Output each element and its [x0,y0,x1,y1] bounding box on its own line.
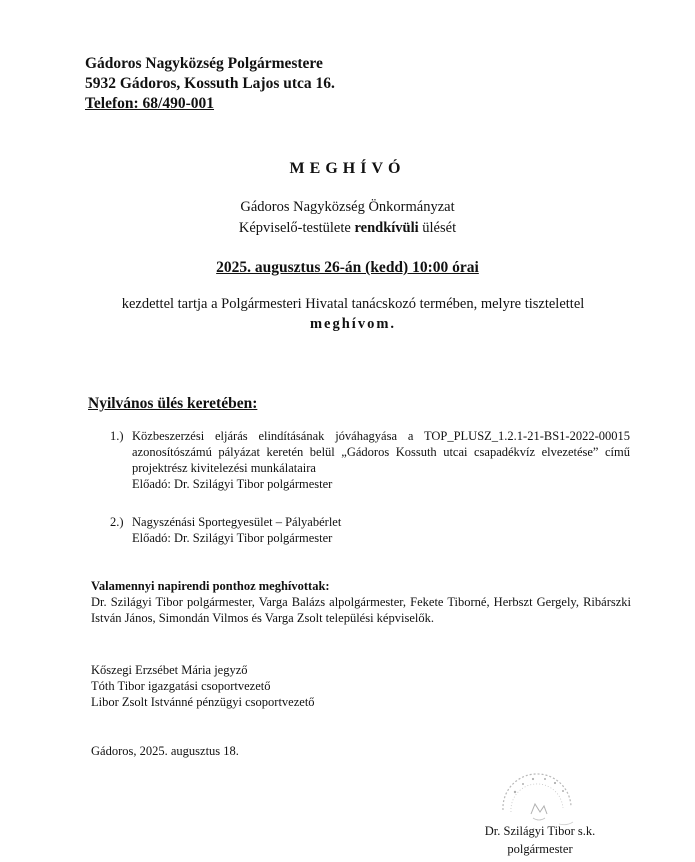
agenda-item-presenter: Előadó: Dr. Szilágyi Tibor polgármester [132,531,333,545]
letterhead [85,54,335,114]
letterhead-phone: Telefon: 68/490-001 [85,95,215,112]
staff-member: Kőszegi Erzsébet Mária jegyző [91,663,248,677]
agenda-item [110,428,630,492]
invited-block [91,578,631,626]
section-heading: Nyilvános ülés keretében: [88,395,258,412]
staff-member: Tóth Tibor igazgatási csoportvezető [91,679,271,693]
agenda-item-text: Nagyszénási Sportegyesület – Pályabérlet [132,515,342,529]
letterhead-address: 5932 Gádoros, Kossuth Lajos utca 16. [85,75,335,92]
invitation-emphasis: meghívom. [309,316,397,332]
intro-line-2 [0,218,695,239]
intro-line-1: Gádoros Nagyközség Önkormányzat [240,199,455,215]
agenda-item-text: Közbeszerzési eljárás elindításának jóváhagyása a TOP_PLUSZ_1.2.1-21-BS1-2022-00015 azonosítószámú pályázat keretén belül „Gádoros Kossuth utcai csapadékvíz elvezetése” című projektrész kivitelezési munkálataira [132,429,630,475]
intro-prefix: Képviselő-testülete [238,220,355,236]
agenda-item [110,514,630,546]
staff-list [91,662,315,710]
agenda-item-presenter: Előadó: Dr. Szilágyi Tibor polgármester [132,477,333,491]
invited-label: Valamennyi napirendi ponthoz meghívottak: [91,579,330,593]
document-title: MEGHÍVÓ [289,160,406,177]
signature-block [460,822,620,858]
agenda-item-number: 2.) [110,515,124,529]
staff-member: Libor Zsolt Istvánné pénzügyi csoportvezető [91,695,315,709]
signer-title: polgármester [507,842,573,856]
meeting-date: 2025. augusztus 26-án (kedd) 10:00 órai [216,259,479,276]
agenda-item-number: 1.) [110,429,124,443]
letterhead-office: Gádoros Nagyközség Polgármestere [85,55,323,72]
intro-bold: rendkívüli [354,220,419,236]
signer-name: Dr. Szilágyi Tibor s.k. [484,824,596,838]
intro-block [0,197,695,239]
intro-suffix: ülését [418,220,457,236]
place-and-date: Gádoros, 2025. augusztus 18. [91,744,239,758]
invitation-text [88,294,618,334]
invited-list: Dr. Szilágyi Tibor polgármester, Varga Balázs alpolgármester, Fekete Tiborné, Herbszt Gergely, Ribárszki István János, Simondán Vilmos és Varga Zsolt települési képviselők. [91,595,631,625]
invitation-line: kezdettel tartja a Polgármesteri Hivatal tanácskozó termében, melyre tisztelettel [121,296,585,312]
